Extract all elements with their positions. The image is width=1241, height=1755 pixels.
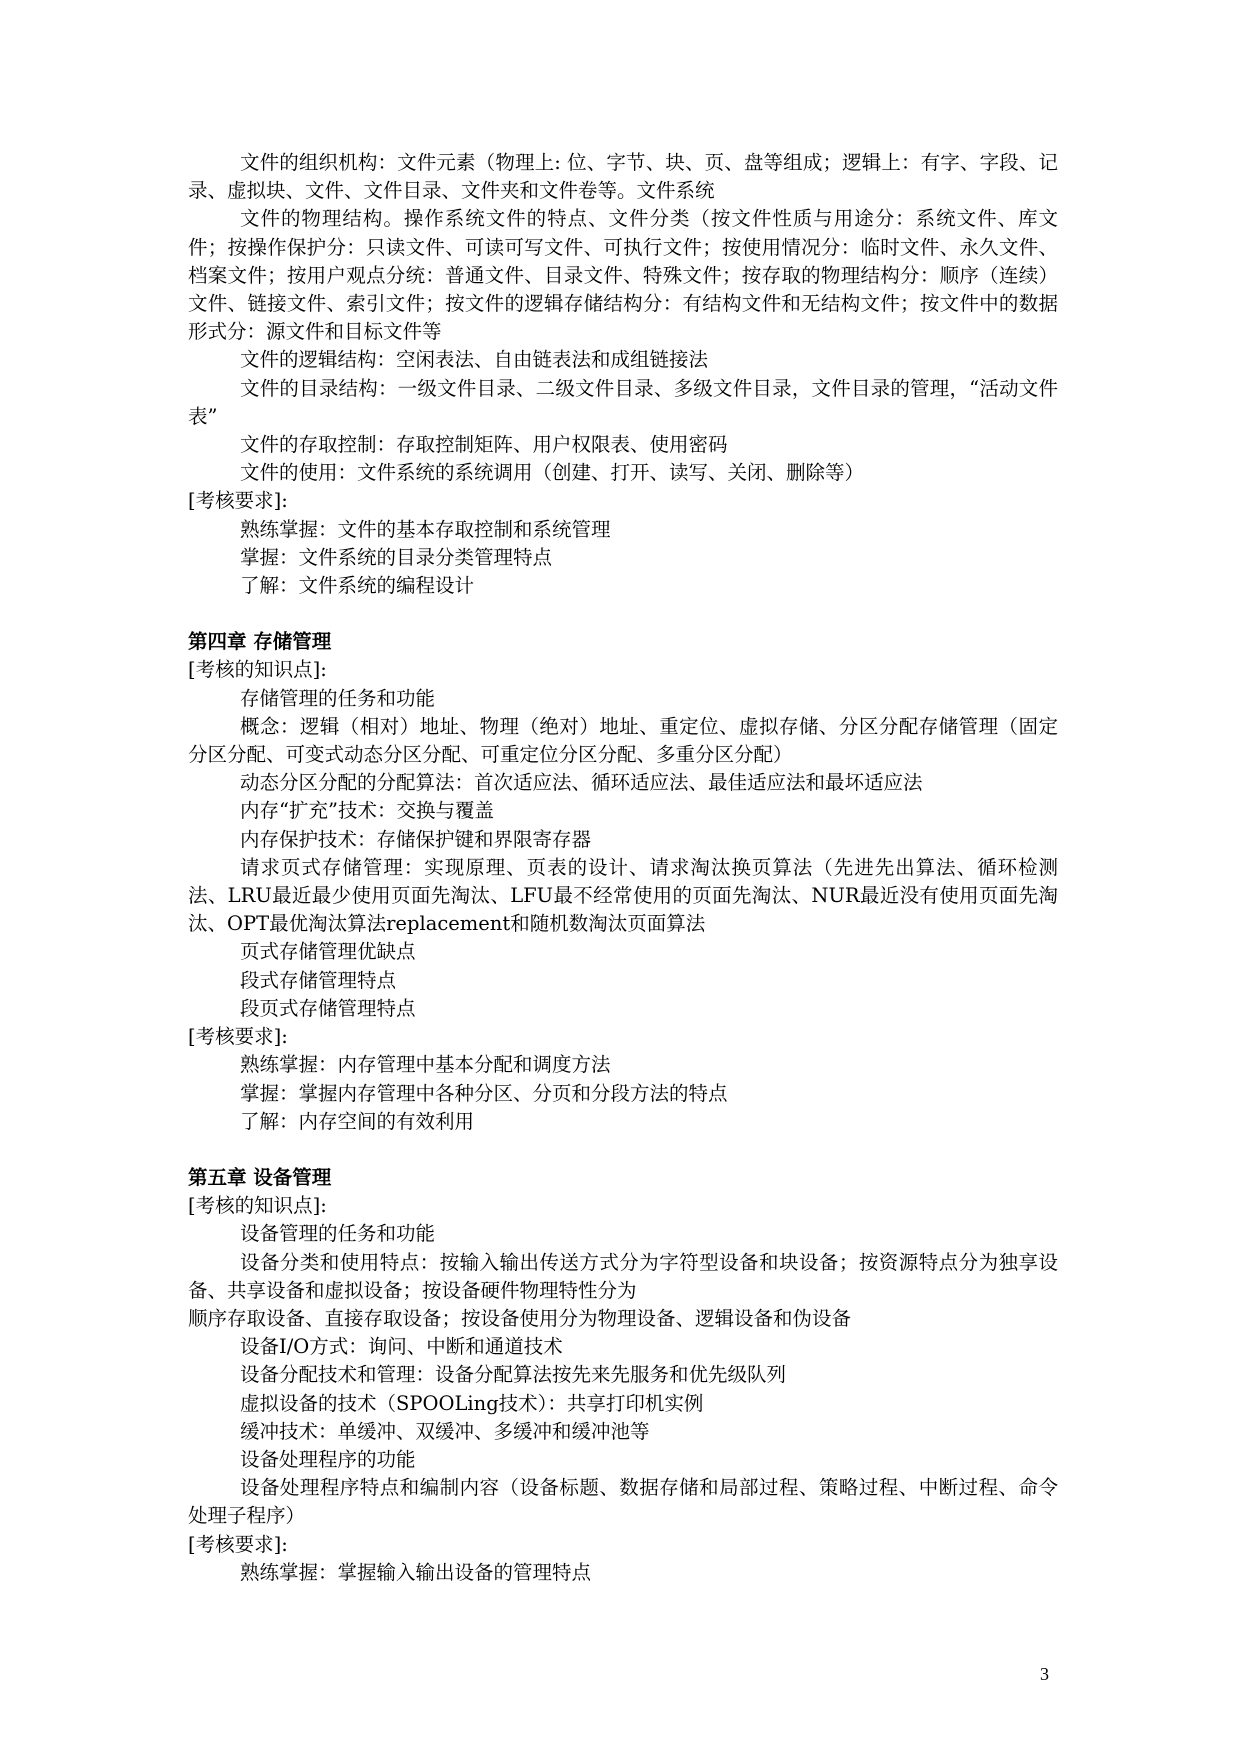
knowledge-item: 内存“扩充”技术：交换与覆盖 xyxy=(240,799,494,823)
knowledge-item: 段式存储管理特点 xyxy=(240,968,397,992)
knowledge-item: 页式存储管理优缺点 xyxy=(240,940,416,964)
requirement-item: 了解：文件系统的编程设计 xyxy=(240,574,475,598)
knowledge-item-continuation: 顺序存取设备、直接存取设备；按设备使用分为物理设备、逻辑设备和伪设备 xyxy=(188,1306,852,1330)
file-usage-paragraph: 文件的使用：文件系统的系统调用（创建、打开、读写、关闭、删除等） xyxy=(240,461,865,485)
requirement-item: 掌握：文件系统的目录分类管理特点 xyxy=(240,545,553,569)
requirement-item: 熟练掌握：文件的基本存取控制和系统管理 xyxy=(240,517,611,541)
requirement-item: 掌握：掌握内存管理中各种分区、分页和分段方法的特点 xyxy=(240,1081,728,1105)
knowledge-item: 设备处理程序特点和编制内容（设备标题、数据存储和局部过程、策略过程、中断过程、命令处理子程序） xyxy=(188,1476,1058,1528)
chapter-4-title: 第四章 存储管理 xyxy=(188,630,332,654)
knowledge-item: 设备分配技术和管理：设备分配算法按先来先服务和优先级队列 xyxy=(240,1363,787,1387)
knowledge-item: 段页式存储管理特点 xyxy=(240,996,416,1020)
knowledge-points-label: [考核的知识点]: xyxy=(188,1194,327,1218)
knowledge-item: 设备管理的任务和功能 xyxy=(240,1222,436,1246)
requirements-label: [考核要求]: xyxy=(188,489,288,513)
knowledge-item: 动态分区分配的分配算法：首次适应法、循环适应法、最佳适应法和最坏适应法 xyxy=(240,771,923,795)
requirements-label: [考核要求]: xyxy=(188,1025,288,1049)
knowledge-item: 存储管理的任务和功能 xyxy=(240,686,436,710)
requirement-item: 了解：内存空间的有效利用 xyxy=(240,1109,475,1133)
chapter-5-title: 第五章 设备管理 xyxy=(188,1165,332,1189)
section-file-system xyxy=(188,149,1058,600)
knowledge-item: 虚拟设备的技术（SPOOLing技术）：共享打印机实例 xyxy=(240,1391,704,1415)
knowledge-item: 设备分类和使用特点：按输入输出传送方式分为字符型设备和块设备；按资源特点分为独享设备、共享设备和虚拟设备；按设备硬件物理特性分为 xyxy=(188,1250,1058,1302)
knowledge-item: 缓冲技术：单缓冲、双缓冲、多缓冲和缓冲池等 xyxy=(240,1419,650,1443)
knowledge-item: 设备I/O方式：询问、中断和通道技术 xyxy=(240,1335,563,1359)
file-access-control-paragraph: 文件的存取控制：存取控制矩阵、用户权限表、使用密码 xyxy=(240,433,728,457)
requirement-item: 熟练掌握：内存管理中基本分配和调度方法 xyxy=(240,1053,611,1077)
knowledge-item: 设备处理程序的功能 xyxy=(240,1447,416,1471)
knowledge-points-label: [考核的知识点]: xyxy=(188,658,327,682)
file-organization-paragraph: 文件的组织机构：文件元素（物理上: 位、字节、块、页、盘等组成；逻辑上：有字、字段、记录、虚拟块、文件、文件目录、文件夹和文件卷等。文件系统 xyxy=(188,151,1058,203)
requirements-label: [考核要求]: xyxy=(188,1532,288,1556)
chapter-5-section xyxy=(188,1164,1058,1587)
knowledge-item: 内存保护技术：存储保护键和界限寄存器 xyxy=(240,827,592,851)
file-physical-structure-paragraph: 文件的物理结构。操作系统文件的特点、文件分类（按文件性质与用途分：系统文件、库文件；按操作保护分：只读文件、可读可写文件、可执行文件；按使用情况分：临时文件、永久文件、档案文件；按用户观点分统：普通文件、目录文件、特殊文件；按存取的物理结构分：顺序（连续）文件、链接文件、索引文件；按文件的逻辑存储结构分：有结构文件和无结构文件；按文件中的数据形式分：源文件和目标文件等 xyxy=(188,207,1058,344)
chapter-4-section xyxy=(188,628,1058,1136)
page-number: 3 xyxy=(1040,1664,1049,1684)
page-content xyxy=(188,149,1058,1587)
knowledge-item: 概念：逻辑（相对）地址、物理（绝对）地址、重定位、虚拟存储、分区分配存储管理（固定分区分配、可变式动态分区分配、可重定位分区分配、多重分区分配） xyxy=(188,714,1058,767)
file-directory-structure-paragraph: 文件的目录结构：一级文件目录、二级文件目录、多级文件目录，文件目录的管理，“活动文件表” xyxy=(188,376,1058,428)
requirement-item: 熟练掌握：掌握输入输出设备的管理特点 xyxy=(240,1560,592,1584)
knowledge-item: 请求页式存储管理：实现原理、页表的设计、请求淘汰换页算法（先进先出算法、循环检测法、LRU最近最少使用页面先淘汰、LFU最不经常使用的页面先淘汰、NUR最近没有使用页面先淘汰、OPT最优淘汰算法replacement和随机数淘汰页面算法 xyxy=(188,855,1058,936)
file-logical-structure-paragraph: 文件的逻辑结构：空闲表法、自由链表法和成组链接法 xyxy=(240,348,709,372)
